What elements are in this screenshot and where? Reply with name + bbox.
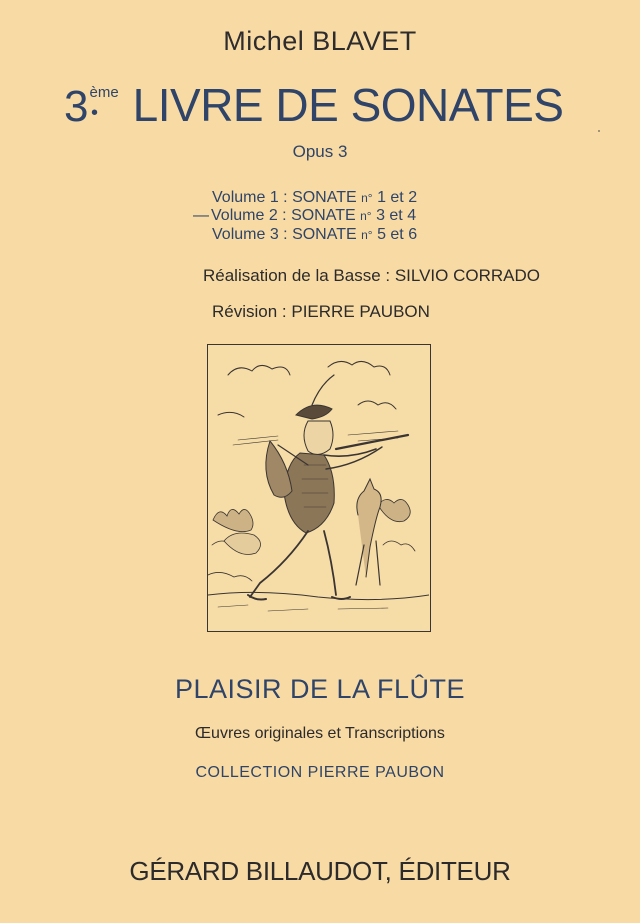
volume-numbers: 1 et 2 [377, 189, 418, 206]
volume-line-2 [211, 207, 416, 225]
composer-name: Michel BLAVET [223, 26, 417, 56]
collection-subtitle: Œuvres originales et Transcriptions [195, 725, 445, 742]
collection-name: COLLECTION PIERRE PAUBON [195, 764, 445, 781]
volume-label: Volume 3 : [212, 226, 288, 243]
volume-no: n° [361, 191, 373, 205]
title-dot-ornament: • [91, 102, 99, 124]
selected-volume-marker: — [193, 207, 209, 224]
volume-label: Volume 1 : [212, 189, 288, 206]
volume-sonate: SONATE [292, 226, 357, 243]
paper-speck [598, 130, 600, 132]
volume-sonate: SONATE [291, 207, 356, 224]
engraving-drawing [208, 345, 429, 630]
volume-label: Volume 2 : [211, 207, 287, 224]
volume-no: n° [360, 209, 372, 223]
volume-line-3 [212, 226, 417, 244]
publisher-name: GÉRARD BILLAUDOT, ÉDITEUR [129, 856, 511, 886]
volume-numbers: 5 et 6 [377, 226, 418, 243]
flute-player-illustration [207, 344, 431, 632]
title-main: LIVRE DE SONATES [132, 79, 564, 131]
title-ordinal-suffix: ème [89, 84, 119, 101]
opus-number: Opus 3 [292, 142, 348, 161]
volume-numbers: 3 et 4 [376, 207, 417, 224]
revision-credit: Révision : PIERRE PAUBON [212, 302, 430, 321]
book-title [64, 78, 564, 132]
volume-sonate: SONATE [292, 189, 357, 206]
title-number: 3 [64, 82, 89, 131]
volume-line-1 [212, 189, 417, 207]
bass-realisation-credit: Réalisation de la Basse : SILVIO CORRADO [203, 266, 540, 285]
collection-title: PLAISIR DE LA FLÛTE [174, 674, 466, 704]
volume-no: n° [361, 228, 373, 242]
